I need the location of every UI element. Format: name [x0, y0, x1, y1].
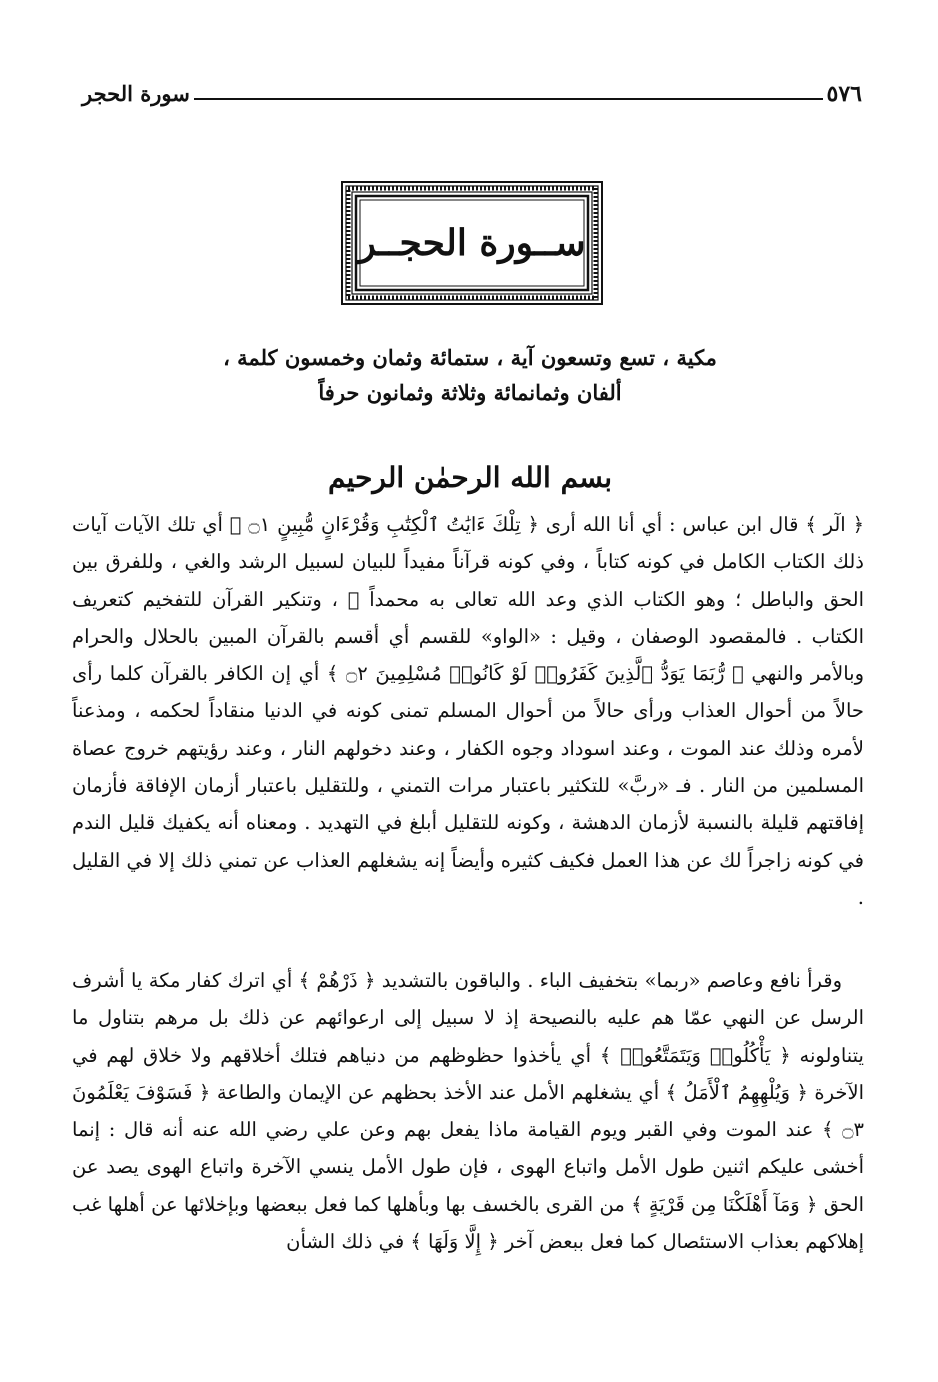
surah-info — [150, 340, 790, 410]
surah-info-line: ألفان وثمانمائة وثلاثة وثمانون حرفاً — [318, 380, 622, 405]
surah-info-line: مكية ، تسع وتسعون آية ، ستمائة وثمان وخمسون كلمة ، — [223, 345, 717, 370]
running-title: سورة الحجر — [82, 81, 190, 106]
header-rule — [194, 98, 823, 100]
page-number: ٥٧٦ — [826, 81, 862, 107]
commentary-paragraph: ﴿ الٓر ﴾ قال ابن عباس : أي أنا الله أرى ﴿ تِلْكَ ءَايَٰتُ ٱلْكِتَٰبِ وَقُرْءَانٍ مُّبِينٍ ۝١ ﴾ أي تلك الآيات آيات ذلك الكتاب الكامل في كونه كتاباً ، وفي كونه قرآناً مفيداً للبيان لسبيل الرشد والغي ، وللفرق بين الحق والباطل ؛ وهو الكتاب الذي وعد الله تعالى به محمداً ﷺ ، وتنكير القرآن للتفخيم كتعريف الكتاب . فالمقصود الوصفان ، وقيل : «الواو» للقسم أي أقسم بالقرآن المبين بالحلال والحرام وبالأمر والنهي ﴿ رُّبَمَا يَوَدُّ ٱلَّذِينَ كَفَرُوا۟ لَوْ كَانُوا۟ مُسْلِمِينَ ۝٢ ﴾ أي إن الكافر بالقرآن كلما رأى حالاً من أحوال العذاب ورأى حالاً من أحوال المسلم تمنى كونه في الدنيا منقاداً لحكمه ، ومذعناً لأمره وذلك عند الموت ، وعند اسوداد وجوه الكفار ، وعند دخولهم النار ، وعند رؤيتهم خروج عصاة المسلمين من النار . فـ «ربَّ» للتكثير باعتبار مرات التمني ، وللتقليل باعتبار أزمان الإفاقة فأزمان إفاقتهم قليلة بالنسبة لأزمان الدهشة ، وكونه للتقليل أبلغ في التهديد . ومعناه أنه يكفيك قليل الندم في كونه زاجراً لك عن هذا العمل فكيف كثيره وأيضاً إنه يشغلهم العذاب عن تمني ذلك إلا في القليل . — [72, 513, 864, 909]
running-header — [82, 76, 862, 106]
basmala: بسم الله الرحمٰن الرحيم — [328, 461, 612, 494]
surah-title: ســورة الحجــر — [358, 222, 586, 264]
surah-title-frame — [340, 180, 604, 306]
commentary-paragraph: وقرأ نافع وعاصم «ربما» بتخفيف الباء . والباقون بالتشديد ﴿ ذَرْهُمْ ﴾ أي اترك كفار مكة يا أشرف الرسل عن النهي عمّا هم عليه بالنصيحة إذ لا سبيل إلى ارعوائهم عن ذلك بل مرهم بتناول ما يتناولونه ﴿ يَأْكُلُوا۟ وَيَتَمَتَّعُوا۟ ﴾ أي يأخذوا حظوظهم من دنياهم فتلك أخلاقهم ولا خلاق لهم في الآخرة ﴿ وَيُلْهِهِمُ ٱلْأَمَلُ ﴾ أي يشغلهم الأمل عند الأخذ بحظهم عن الإيمان والطاعة ﴿ فَسَوْفَ يَعْلَمُونَ ۝٣ ﴾ عند الموت وفي القبر ويوم القيامة ماذا يفعل بهم وعن علي رضي الله عنه أنه قال : إنما أخشى عليكم اثنين طول الأمل واتباع الهوى ، فإن طول الأمل ينسي الآخرة واتباع الهوى يصد عن الحق ﴿ وَمَآ أَهْلَكْنَا مِن قَرْيَةٍ ﴾ من القرى بالخسف بها وبأهلها كما فعل ببعضها وبإخلائها عن أهلها غب إهلاكهم بعذاب الاستئصال كما فعل ببعض آخر ﴿ إِلَّا وَلَهَا ﴾ في ذلك الشأن — [72, 969, 864, 1254]
